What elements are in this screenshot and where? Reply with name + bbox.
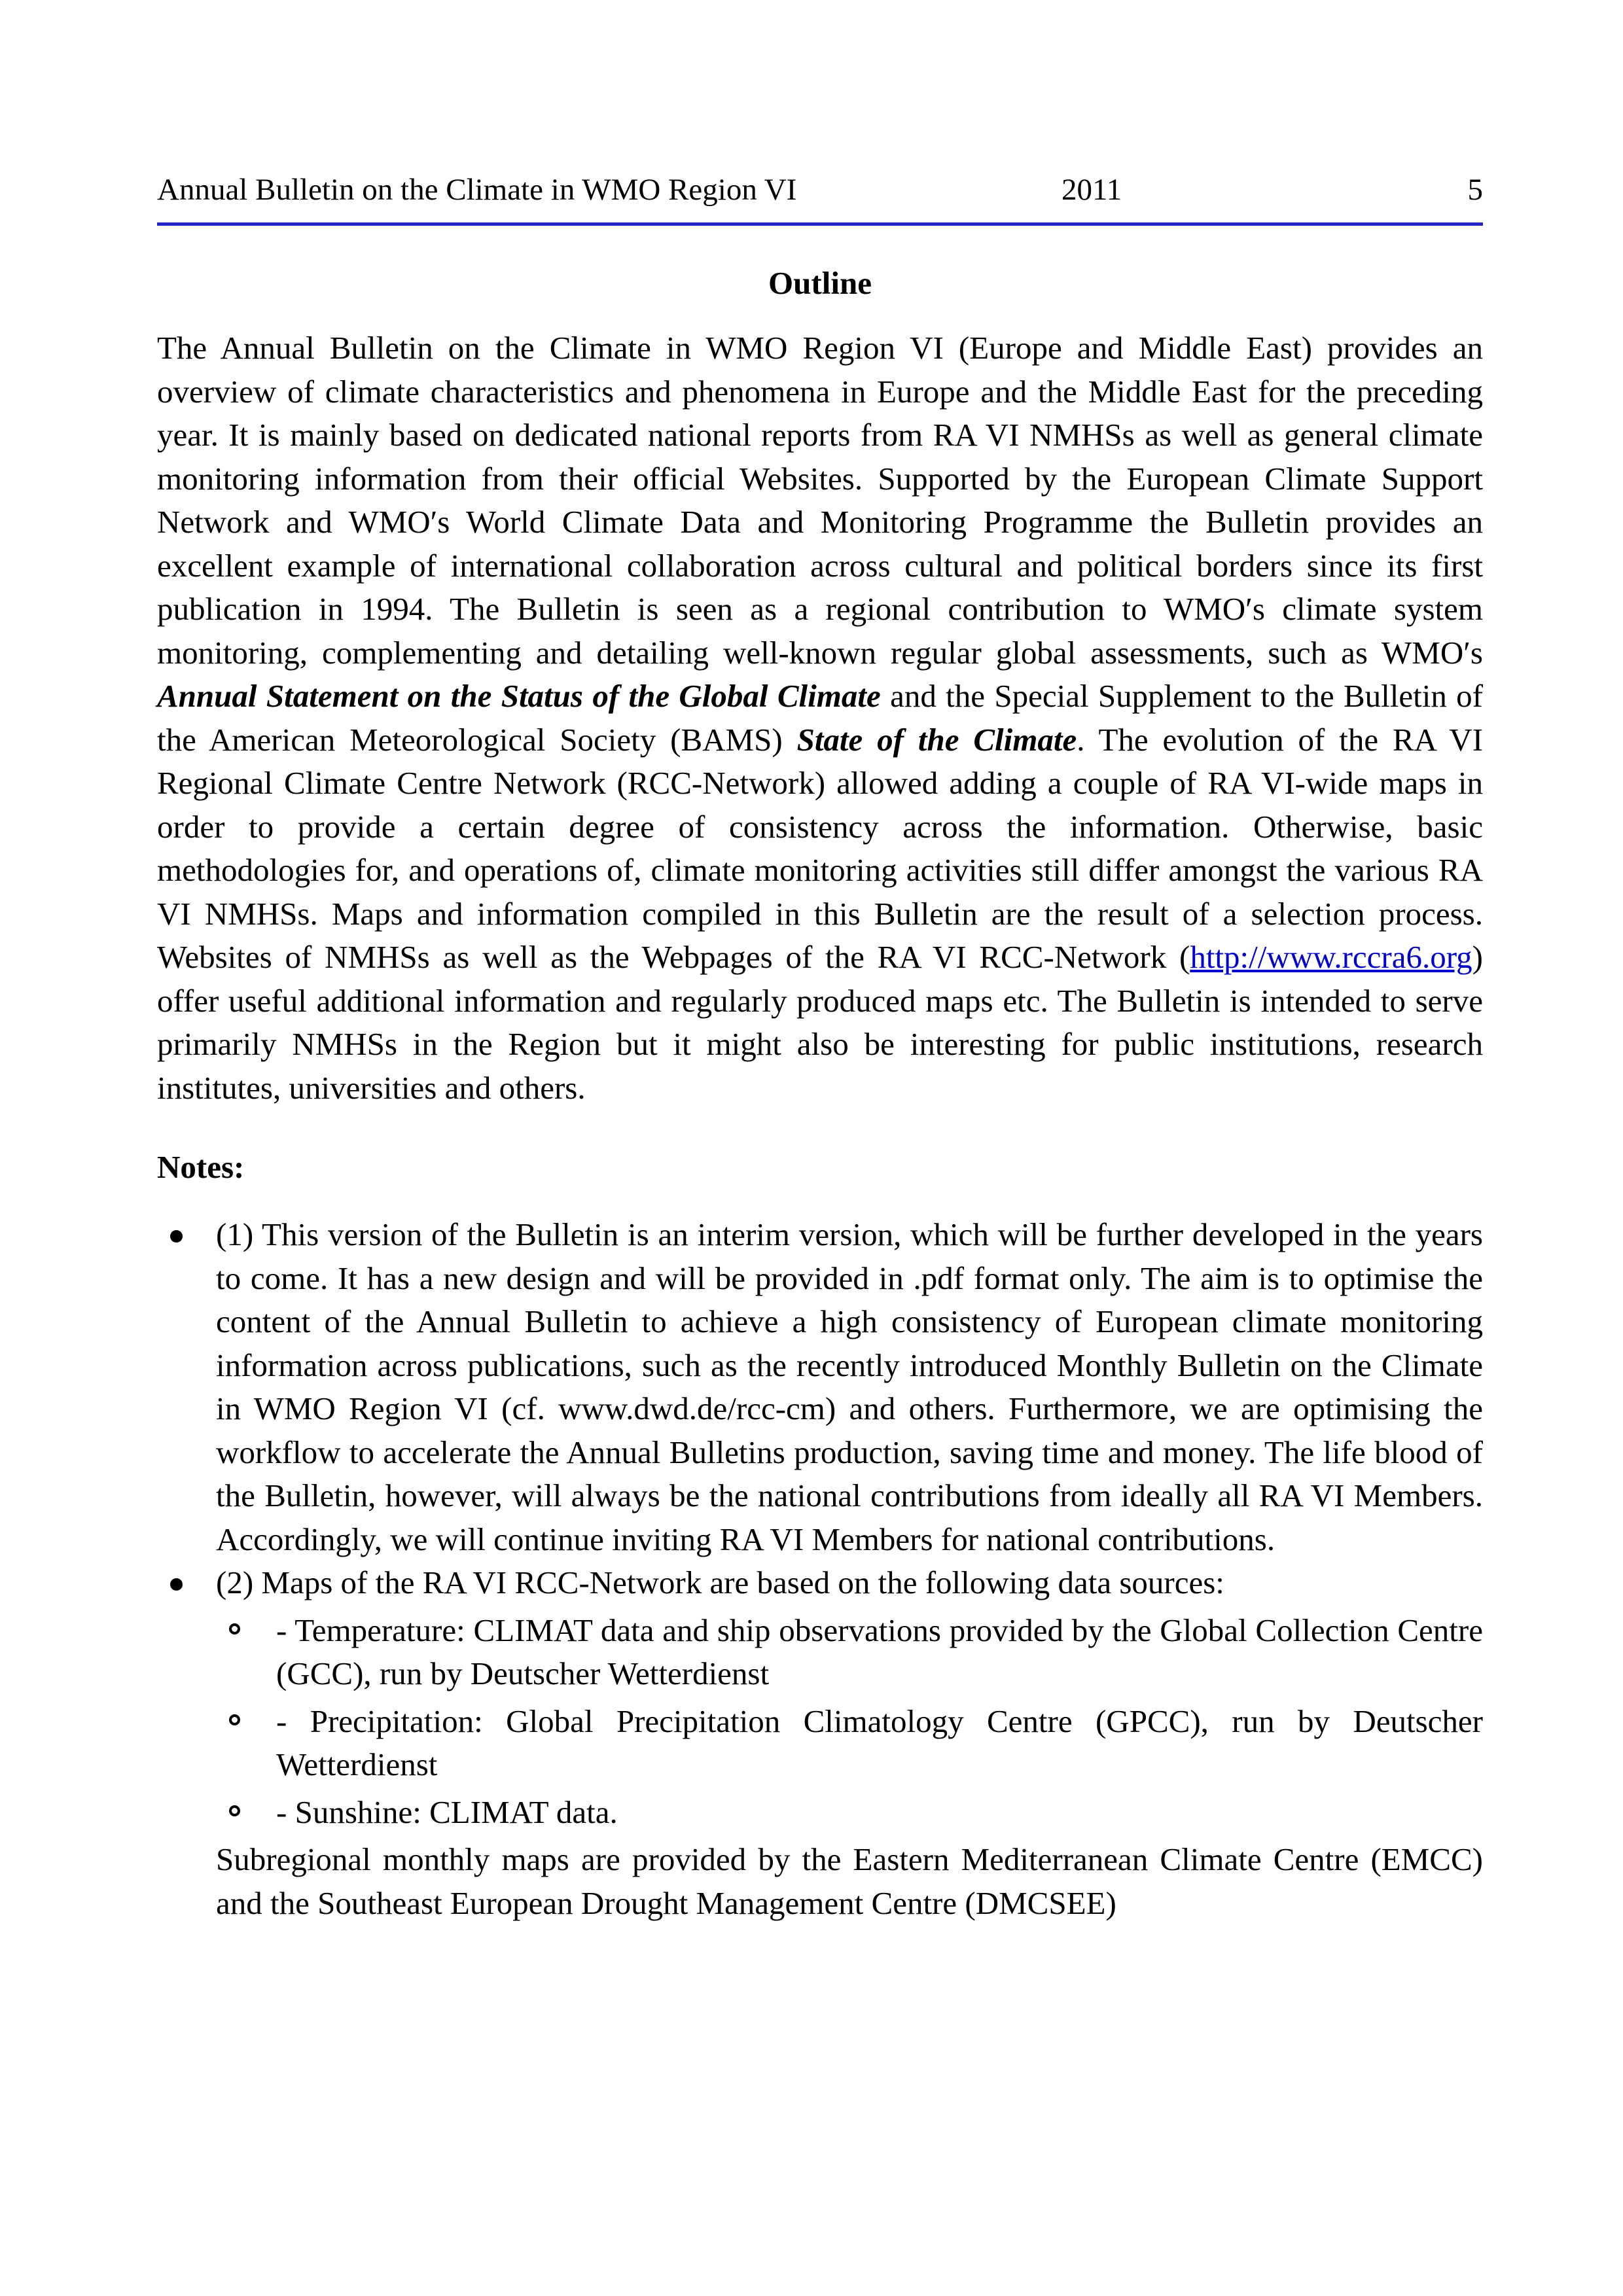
outline-text-2: and the Special Supplement to the Bulletin of the American Meteorological Society (BAMS) xyxy=(157,678,1483,758)
list-item xyxy=(216,1609,1483,1696)
source-text: - Temperature: CLIMAT data and ship observations provided by the Global Collection Centre (GCC), run by Deutscher Wetterdienst xyxy=(276,1612,1483,1691)
notes-list xyxy=(157,1213,1483,1834)
outline-text-3: . The evolution of the RA VI Regional Climate Centre Network (RCC-Network) allowed adding a couple of RA VI-wide maps in order to provide a certain degree of consistency across the information. Otherwise, basic methodologies for, and operations of, climate monitoring activities still differ amongst the various RA VI NMHSs. Maps and information compiled in this Bulletin are the result of a selection process. Websites of NMHSs as well as the Webpages of the RA VI RCC-Network ( xyxy=(157,721,1484,975)
note-text: (2) Maps of the RA VI RCC-Network are based on the following data sources: xyxy=(216,1564,1224,1600)
document-page xyxy=(157,164,1483,1957)
data-sources-list xyxy=(216,1609,1483,1835)
source-text: - Precipitation: Global Precipitation Climatology Centre (GPCC), run by Deutscher Wetterdienst xyxy=(276,1703,1483,1782)
note-text: (1) This version of the Bulletin is an interim version, which will be further developed in the years to come. It has a new design and will be provided in .pdf format only. The aim is to optimise the content of the Annual Bulletin to achieve a high consistency of European climate monitoring information across publications, such as the recently introduced Monthly Bulletin on the Climate in WMO Region VI (cf. www.dwd.de/rcc-cm) and others. Furthermore, we are optimising the workflow to accelerate the Annual Bulletins production, saving time and money. The life blood of the Bulletin, however, will always be the national contributions from ideally all RA VI Members. Accordingly, we will continue inviting RA VI Members for national contributions. xyxy=(216,1216,1483,1557)
annual-statement-title: Annual Statement on the Status of the Global Climate xyxy=(157,678,881,714)
outline-title: Outline xyxy=(768,265,872,301)
header-year: 2011 xyxy=(1061,173,1122,207)
hollow-circle-bullet-icon xyxy=(229,1714,240,1725)
running-header xyxy=(157,164,1483,222)
hollow-circle-bullet-icon xyxy=(229,1623,240,1634)
header-rule xyxy=(157,222,1483,226)
source-text: - Sunshine: CLIMAT data. xyxy=(276,1793,618,1830)
hollow-circle-bullet-icon xyxy=(229,1805,240,1816)
list-item xyxy=(216,1791,1483,1835)
bullet-icon xyxy=(170,1578,183,1591)
subregional-maps-note: Subregional monthly maps are provided by the Eastern Mediterranean Climate Centre (EMCC) and the Southeast European Drought Management Centre (DMCSEE) xyxy=(216,1841,1483,1921)
outline-text-4: ) offer useful additional information and regularly produced maps etc. The Bulletin is intended to serve primarily NMHSs in the Region but it might also be interesting for public institutions, research institutes, universities and others. xyxy=(157,939,1483,1106)
list-item xyxy=(216,1700,1483,1787)
bullet-icon xyxy=(170,1230,183,1243)
list-item xyxy=(157,1213,1483,1561)
rccra6-link[interactable]: http://www.rccra6.org xyxy=(1190,939,1472,975)
state-of-climate-title: State of the Climate xyxy=(796,721,1077,758)
outline-paragraph xyxy=(157,327,1483,1110)
page-number: 5 xyxy=(1467,173,1483,207)
list-item xyxy=(157,1561,1483,1834)
notes-heading: Notes: xyxy=(157,1149,245,1185)
header-title: Annual Bulletin on the Climate in WMO Region VI xyxy=(157,173,797,207)
outline-text-1: The Annual Bulletin on the Climate in WMO Region VI (Europe and Middle East) provides an overview of climate characteristics and phenomena in Europe and the Middle East for the preceding year. It is mainly based on dedicated national reports from RA VI NMHSs as well as general climate monitoring information from their official Websites. Supported by the European Climate Support Network and WMO′s World Climate Data and Monitoring Programme the Bulletin provides an excellent example of international collaboration across cultural and political borders since its first publication in 1994. The Bulletin is seen as a regional contribution to WMO′s climate system monitoring, complementing and detailing well-known regular global assessments, such as WMO′s xyxy=(157,330,1483,671)
